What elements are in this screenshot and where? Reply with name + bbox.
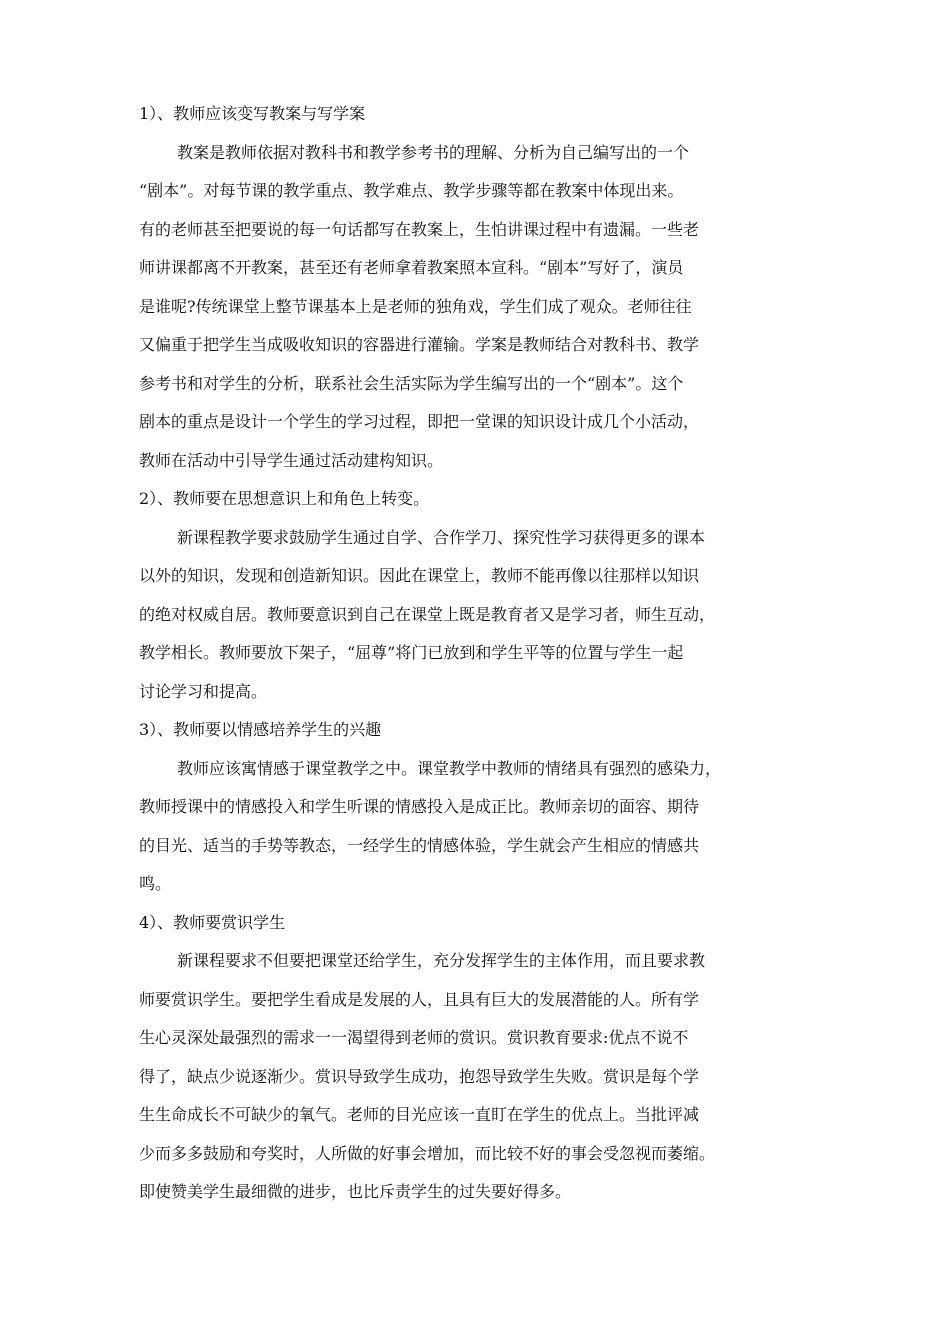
paragraph-line: 生生命成长不可缺少的氧气。老师的目光应该一直盯在学生的优点上。当批评减: [139, 1105, 700, 1124]
section-paragraph: [139, 519, 819, 712]
section-paragraph: [139, 750, 819, 904]
paragraph-line: 少而多多鼓励和夸奖时，人所做的好事会增加，而比较不好的事会受忽视而萎缩。: [139, 1143, 716, 1163]
paragraph-line: 师讲课都离不开教案，甚至还有老师拿着教案照本宣科。“剧本”写好了，演员: [139, 258, 684, 277]
paragraph-line: “剧本”。对每节课的教学重点、教学难点、教学步骤等都在教案中体现出来。: [139, 181, 684, 200]
paragraph-line: 讨论学习和提高。: [139, 681, 268, 701]
paragraph-line: 剧本的重点是设计一个学生的学习过程，即把一堂课的知识设计成几个小活动，: [139, 412, 700, 431]
section-2: [139, 480, 819, 711]
paragraph-line: 又偏重于把学生当成吸收知识的容器进行灌输。学案是教师结合对教科书、教学: [139, 335, 700, 354]
section-heading: 4）、教师要赏识学生: [139, 912, 286, 932]
section-paragraph: [139, 942, 819, 1212]
section-heading: 3）、教师要以情感培养学生的兴趣: [139, 720, 382, 739]
section-3: [139, 711, 819, 904]
document-page: [139, 95, 819, 1212]
section-4: [139, 904, 819, 1212]
paragraph-line: 有的老师甚至把要说的每一句话都写在教案上，生怕讲课过程中有遗漏。一些老: [139, 219, 700, 239]
paragraph-line: 新课程要求不但要把课堂还给学生，充分发挥学生的主体作用，而且要求教: [177, 951, 706, 970]
section-heading: 2）、教师要在思想意识上和角色上转变。: [139, 489, 430, 508]
paragraph-line: 是谁呢?传统课堂上整节课基本上是老师的独角戏，学生们成了观众。老师往往: [139, 296, 692, 316]
section-1: [139, 95, 819, 480]
paragraph-line: 教师在活动中引导学生通过活动建构知识。: [139, 450, 444, 470]
paragraph-line: 以外的知识，发现和创造新知识。因此在课堂上，教师不能再像以往那样以知识: [139, 566, 700, 585]
paragraph-line: 师要赏识学生。要把学生看成是发展的人，且具有巨大的发展潜能的人。所有学: [139, 989, 700, 1009]
paragraph-line: 鸣。: [139, 874, 172, 893]
paragraph-line: 教师授课中的情感投入和学生听课的情感投入是成正比。教师亲切的面容、期待: [139, 797, 700, 816]
paragraph-line: 即使赞美学生最细微的进步，也比斥责学生的过失要好得多。: [139, 1182, 572, 1201]
paragraph-line: 新课程教学要求鼓励学生通过自学、合作学刀、探究性学习获得更多的课本: [177, 527, 706, 547]
section-paragraph: [139, 134, 819, 481]
paragraph-line: 教学相长。教师要放下架子，“屈尊”将门已放到和学生平等的位置与学生一起: [139, 643, 684, 662]
paragraph-line: 生心灵深处最强烈的需求一一渴望得到老师的赏识。赏识教育要求:优点不说不: [139, 1028, 689, 1047]
paragraph-line: 得了，缺点少说逐渐少。赏识导致学生成功，抱怨导致学生失败。赏识是每个学: [139, 1066, 700, 1086]
paragraph-line: 教案是教师依据对教科书和教学参考书的理解、分析为自己编写出的一个: [177, 142, 690, 162]
section-heading: 1）、教师应该变写教案与写学案: [139, 104, 366, 123]
paragraph-line: 的目光、适当的手势等教态，一经学生的情感体验，学生就会产生相应的情感共: [139, 835, 700, 855]
paragraph-line: 参考书和对学生的分析，联系社会生活实际为学生编写出的一个“剧本”。这个: [139, 373, 684, 393]
paragraph-line: 的绝对权威自居。教师要意识到自己在课堂上既是教育者又是学习者，师生互动，: [139, 604, 716, 624]
paragraph-line: 教师应该寓情感于课堂教学之中。课堂教学中教师的情绪具有强烈的感染力，: [177, 758, 722, 778]
